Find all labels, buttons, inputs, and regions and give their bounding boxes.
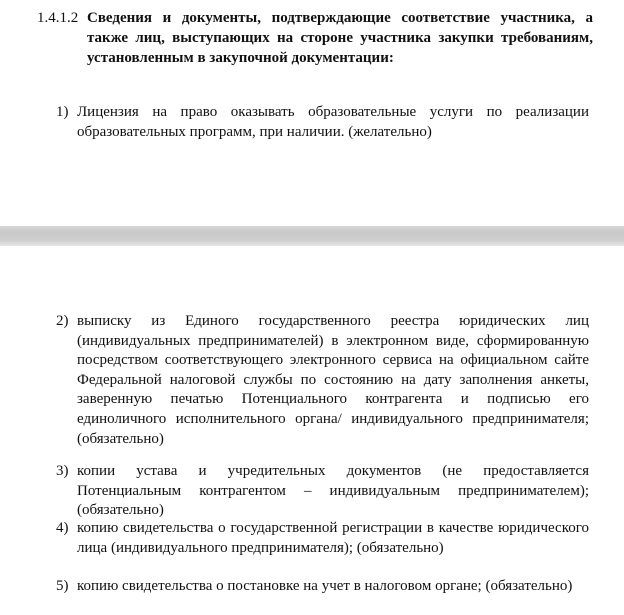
- document-page-top: [0, 0, 624, 226]
- section-heading: Сведения и документы, подтверждающие соответствие участника, а также лиц, выступающих на стороне участника закупки требованиям, установленным в закупочной документации:: [87, 10, 593, 66]
- list-item-number: 5): [56, 578, 69, 594]
- list-item-text: копию свидетельства о постановке на учет в налоговом органе; (обязательно): [77, 578, 573, 594]
- list-item-text: копии устава и учредительных документов (не предоставляется Потенциальным контрагентом – индивидуальным предпринимателем); (обязательно): [77, 463, 589, 519]
- list-item-number: 3): [56, 463, 69, 479]
- section-number: 1.4.1.2: [37, 10, 79, 26]
- page-separator: [0, 226, 624, 246]
- document-page-bottom: [0, 246, 624, 615]
- list-item-text: копию свидетельства о государственной регистрации в качестве юридического лица (индивидуального предпринимателя); (обязательно): [77, 520, 589, 556]
- list-item-number: 1): [56, 104, 69, 120]
- list-item-number: 4): [56, 520, 69, 536]
- list-item-text: Лицензия на право оказывать образовательные услуги по реализации образовательных программ, при наличии. (желательно): [77, 104, 589, 140]
- list-item-text: выписку из Единого государственного реестра юридических лиц (индивидуальных предпринимателей) в электронном виде, сформированную посредством соответствующего электронного сервиса на официальном сайте Федеральной налоговой службы по состоянию на дату заполнения анкеты, заверенную печатью Потенциального контрагента и подписью его единоличного исполнительного органа/ индивидуального предпринимателя; (обязательно): [77, 313, 589, 447]
- list-item-number: 2): [56, 313, 69, 329]
